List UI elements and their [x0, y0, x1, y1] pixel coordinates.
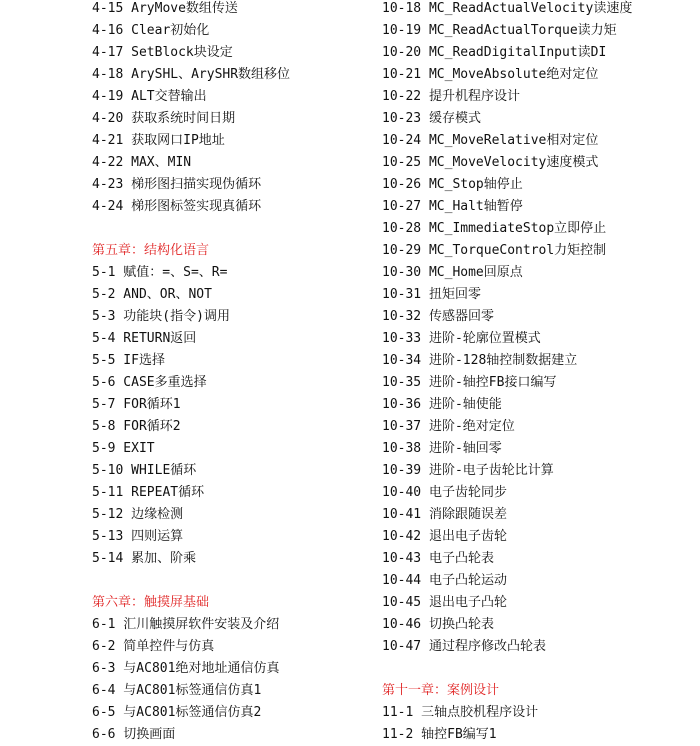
toc-item: 4-24 梯形图标签实现真循环 [92, 199, 262, 214]
toc-item: 10-35 进阶-轴控FB接口编写 [382, 375, 557, 390]
toc-item: 4-19 ALT交替输出 [92, 89, 207, 104]
toc-item: 5-7 FOR循环1 [92, 397, 181, 412]
toc-item: 5-10 WHILE循环 [92, 463, 197, 478]
toc-item: 10-36 进阶-轴使能 [382, 397, 502, 412]
toc-item: 10-23 缓存模式 [382, 111, 481, 126]
toc-item: 10-42 退出电子齿轮 [382, 529, 507, 544]
toc-item: 10-26 MC_Stop轴停止 [382, 177, 523, 192]
toc-item: 4-23 梯形图扫描实现伪循环 [92, 177, 262, 192]
toc-item: 10-18 MC_ReadActualVelocity读速度 [382, 1, 633, 16]
toc-item: 4-22 MAX、MIN [92, 155, 192, 170]
toc-item: 10-32 传感器回零 [382, 309, 494, 324]
toc-item: 10-28 MC_ImmediateStop立即停止 [382, 221, 607, 236]
toc-item: 4-20 获取系统时间日期 [92, 111, 236, 126]
toc-item: 5-3 功能块(指令)调用 [92, 309, 230, 324]
toc-item: 10-19 MC_ReadActualTorque读力矩 [382, 23, 617, 38]
right-toc-column [382, 0, 632, 746]
toc-item: 6-2 简单控件与仿真 [92, 639, 215, 654]
toc-item: 5-1 赋值：=、S=、R= [92, 265, 228, 280]
section-spacer [92, 570, 290, 592]
toc-item: 10-34 进阶-128轴控制数据建立 [382, 353, 578, 368]
chapter-heading: 第五章：结构化语言 [92, 243, 210, 258]
chapter-heading: 第六章：触摸屏基础 [92, 595, 210, 610]
toc-item: 11-1 三轴点胶机程序设计 [382, 705, 539, 720]
toc-item: 10-43 电子凸轮表 [382, 551, 494, 566]
toc-item: 6-5 与AC801标签通信仿真2 [92, 705, 262, 720]
section-spacer [382, 658, 632, 680]
toc-item: 10-24 MC_MoveRelative相对定位 [382, 133, 599, 148]
toc-item: 10-22 提升机程序设计 [382, 89, 520, 104]
toc-item: 4-16 Clear初始化 [92, 23, 210, 38]
toc-item: 10-46 切换凸轮表 [382, 617, 494, 632]
toc-item: 10-30 MC_Home回原点 [382, 265, 523, 280]
toc-item: 5-11 REPEAT循环 [92, 485, 205, 500]
toc-item: 10-44 电子凸轮运动 [382, 573, 507, 588]
toc-item: 6-1 汇川触摸屏软件安装及介绍 [92, 617, 280, 632]
toc-item: 4-21 获取网口IP地址 [92, 133, 225, 148]
toc-item: 10-38 进阶-轴回零 [382, 441, 502, 456]
toc-item: 5-4 RETURN返回 [92, 331, 197, 346]
toc-item: 10-31 扭矩回零 [382, 287, 481, 302]
toc-item: 5-12 边缘检测 [92, 507, 184, 522]
toc-item: 5-8 FOR循环2 [92, 419, 181, 434]
toc-item: 10-40 电子齿轮同步 [382, 485, 507, 500]
toc-item: 4-15 AryMove数组传送 [92, 1, 238, 16]
toc-item: 6-6 切换画面 [92, 727, 176, 742]
toc-item: 10-39 进阶-电子齿轮比计算 [382, 463, 554, 478]
toc-item: 10-45 退出电子凸轮 [382, 595, 507, 610]
toc-item: 5-6 CASE多重选择 [92, 375, 207, 390]
toc-item: 10-47 通过程序修改凸轮表 [382, 639, 546, 654]
toc-item: 10-27 MC_Halt轴暂停 [382, 199, 523, 214]
toc-item: 4-17 SetBlock块设定 [92, 45, 233, 60]
section-spacer [92, 218, 290, 240]
toc-item: 10-37 进阶-绝对定位 [382, 419, 515, 434]
toc-item: 10-21 MC_MoveAbsolute绝对定位 [382, 67, 599, 82]
toc-item: 10-41 消除跟随误差 [382, 507, 507, 522]
chapter-heading: 第十一章：案例设计 [382, 683, 500, 698]
toc-item: 5-2 AND、OR、NOT [92, 287, 212, 302]
toc-item: 6-4 与AC801标签通信仿真1 [92, 683, 262, 698]
toc-item: 10-29 MC_TorqueControl力矩控制 [382, 243, 607, 258]
toc-item: 5-13 四则运算 [92, 529, 184, 544]
toc-item: 10-25 MC_MoveVelocity速度模式 [382, 155, 599, 170]
toc-item: 10-20 MC_ReadDigitalInput读DI [382, 45, 607, 60]
toc-item: 11-2 轴控FB编写1 [382, 727, 497, 742]
toc-item: 5-14 累加、阶乘 [92, 551, 197, 566]
toc-item: 6-3 与AC801绝对地址通信仿真 [92, 661, 280, 676]
toc-item: 5-5 IF选择 [92, 353, 165, 368]
left-toc-column [92, 0, 290, 746]
toc-item: 4-18 ArySHL、ArySHR数组移位 [92, 67, 291, 82]
toc-item: 10-33 进阶-轮廓位置模式 [382, 331, 541, 346]
toc-item: 5-9 EXIT [92, 441, 155, 456]
